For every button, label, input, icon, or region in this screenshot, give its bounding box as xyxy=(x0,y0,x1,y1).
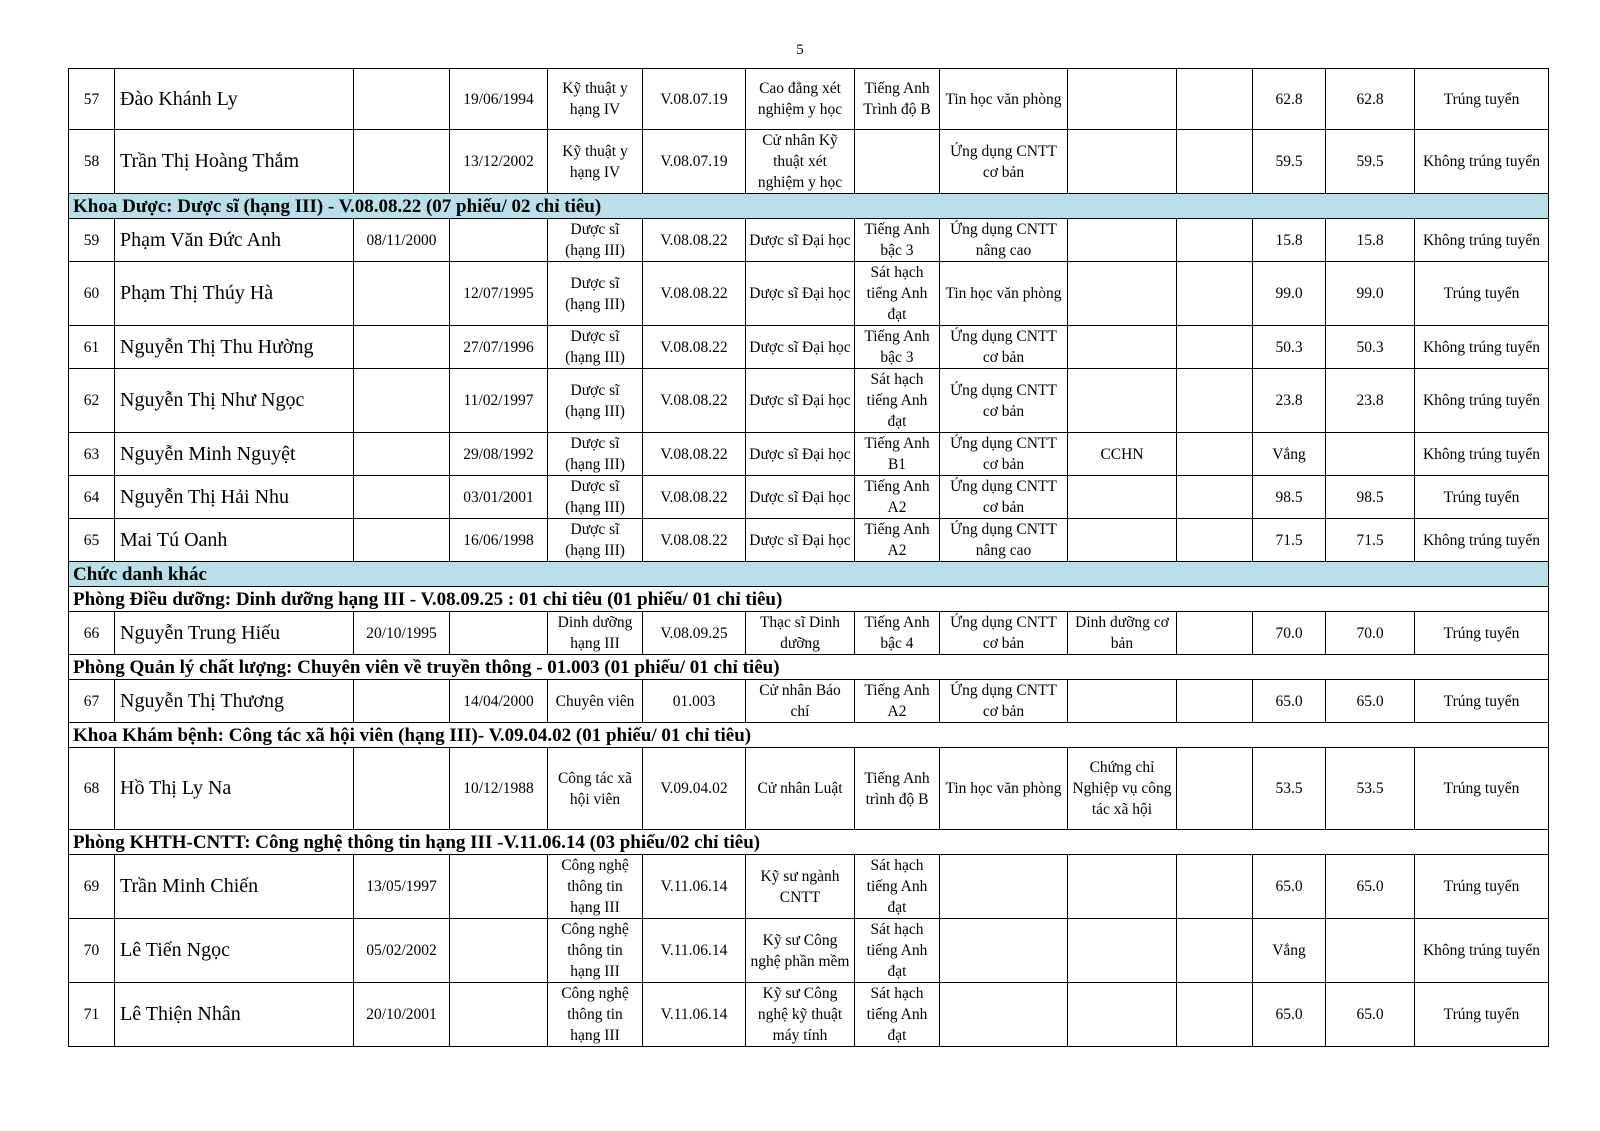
result-cell: Trúng tuyển xyxy=(1415,680,1549,723)
certificate-cell xyxy=(1068,262,1177,326)
it-skill-cell: Tin học văn phòng xyxy=(940,748,1068,830)
birth-date-female-cell: 27/07/1996 xyxy=(450,326,548,369)
birth-date-male-cell xyxy=(354,476,450,519)
table-row xyxy=(69,433,1549,476)
birth-date-female-cell xyxy=(450,612,548,655)
it-skill-cell: Tin học văn phòng xyxy=(940,262,1068,326)
degree-cell: Kỹ sư Công nghệ phần mềm xyxy=(746,919,855,983)
degree-cell: Dược sĩ Đại học xyxy=(746,369,855,433)
exam-score-cell: 53.5 xyxy=(1253,748,1326,830)
degree-cell: Dược sĩ Đại học xyxy=(746,326,855,369)
position-title-cell: Dược sĩ (hạng III) xyxy=(548,369,643,433)
it-skill-cell: Ứng dụng CNTT nâng cao xyxy=(940,519,1068,562)
total-score-cell xyxy=(1326,433,1415,476)
position-code-cell: V.11.06.14 xyxy=(643,983,746,1047)
birth-date-male-cell xyxy=(354,262,450,326)
position-code-cell: V.11.06.14 xyxy=(643,855,746,919)
position-title-cell: Công nghệ thông tin hạng III xyxy=(548,983,643,1047)
total-score-cell: 98.5 xyxy=(1326,476,1415,519)
total-score-cell: 99.0 xyxy=(1326,262,1415,326)
birth-date-female-cell: 13/12/2002 xyxy=(450,130,548,194)
position-title-cell: Kỹ thuật y hạng IV xyxy=(548,130,643,194)
result-cell: Không trúng tuyển xyxy=(1415,219,1549,262)
row-number-cell: 58 xyxy=(69,130,115,194)
priority-cell xyxy=(1177,326,1253,369)
certificate-cell xyxy=(1068,130,1177,194)
priority-cell xyxy=(1177,612,1253,655)
it-skill-cell: Ứng dụng CNTT cơ bản xyxy=(940,612,1068,655)
birth-date-female-cell xyxy=(450,855,548,919)
foreign-language-cell: Sát hạch tiếng Anh đạt xyxy=(855,369,940,433)
subsection-header-row xyxy=(69,655,1549,680)
foreign-language-cell: Tiếng Anh trình độ B xyxy=(855,748,940,830)
position-title-cell: Dinh dưỡng hạng III xyxy=(548,612,643,655)
total-score-cell: 62.8 xyxy=(1326,69,1415,130)
degree-cell: Kỹ sư Công nghệ kỹ thuật máy tính xyxy=(746,983,855,1047)
certificate-cell xyxy=(1068,855,1177,919)
certificate-cell xyxy=(1068,69,1177,130)
exam-score-cell: 65.0 xyxy=(1253,855,1326,919)
total-score-cell: 50.3 xyxy=(1326,326,1415,369)
certificate-cell xyxy=(1068,369,1177,433)
row-number-cell: 61 xyxy=(69,326,115,369)
exam-score-cell: 15.8 xyxy=(1253,219,1326,262)
position-title-cell: Dược sĩ (hạng III) xyxy=(548,219,643,262)
exam-score-cell: 65.0 xyxy=(1253,983,1326,1047)
priority-cell xyxy=(1177,680,1253,723)
certificate-cell: CCHN xyxy=(1068,433,1177,476)
foreign-language-cell: Tiếng Anh bậc 3 xyxy=(855,326,940,369)
table-row xyxy=(69,476,1549,519)
row-number-cell: 65 xyxy=(69,519,115,562)
it-skill-cell: Tin học văn phòng xyxy=(940,69,1068,130)
total-score-cell: 65.0 xyxy=(1326,680,1415,723)
total-score-cell: 65.0 xyxy=(1326,855,1415,919)
certificate-cell xyxy=(1068,519,1177,562)
candidate-name-cell: Trần Thị Hoàng Thắm xyxy=(115,130,354,194)
row-number-cell: 60 xyxy=(69,262,115,326)
degree-cell: Cử nhân Báo chí xyxy=(746,680,855,723)
position-title-cell: Công tác xã hội viên xyxy=(548,748,643,830)
total-score-cell: 59.5 xyxy=(1326,130,1415,194)
candidate-name-cell: Mai Tú Oanh xyxy=(115,519,354,562)
exam-score-cell: 65.0 xyxy=(1253,680,1326,723)
position-code-cell: V.09.04.02 xyxy=(643,748,746,830)
degree-cell: Cử nhân Kỹ thuật xét nghiệm y học xyxy=(746,130,855,194)
row-number-cell: 57 xyxy=(69,69,115,130)
exam-score-cell: 98.5 xyxy=(1253,476,1326,519)
results-table xyxy=(68,68,1549,1047)
birth-date-male-cell: 20/10/1995 xyxy=(354,612,450,655)
position-title-cell: Chuyên viên xyxy=(548,680,643,723)
result-cell: Trúng tuyển xyxy=(1415,476,1549,519)
result-cell: Không trúng tuyển xyxy=(1415,919,1549,983)
row-number-cell: 67 xyxy=(69,680,115,723)
position-code-cell: V.08.08.22 xyxy=(643,262,746,326)
position-code-cell: V.08.07.19 xyxy=(643,130,746,194)
birth-date-female-cell xyxy=(450,919,548,983)
row-number-cell: 64 xyxy=(69,476,115,519)
birth-date-male-cell xyxy=(354,369,450,433)
priority-cell xyxy=(1177,519,1253,562)
foreign-language-cell: Tiếng Anh Trình độ B xyxy=(855,69,940,130)
candidate-name-cell: Nguyễn Thị Thu Hường xyxy=(115,326,354,369)
birth-date-male-cell xyxy=(354,748,450,830)
birth-date-female-cell: 12/07/1995 xyxy=(450,262,548,326)
birth-date-male-cell: 13/05/1997 xyxy=(354,855,450,919)
certificate-cell: Chứng chỉ Nghiệp vụ công tác xã hội xyxy=(1068,748,1177,830)
exam-score-cell: 23.8 xyxy=(1253,369,1326,433)
candidate-name-cell: Nguyễn Thị Thương xyxy=(115,680,354,723)
table-row xyxy=(69,219,1549,262)
degree-cell: Cử nhân Luật xyxy=(746,748,855,830)
birth-date-female-cell: 14/04/2000 xyxy=(450,680,548,723)
candidate-name-cell: Hồ Thị Ly Na xyxy=(115,748,354,830)
table-row xyxy=(69,369,1549,433)
subsection-header-row xyxy=(69,830,1549,855)
total-score-cell: 65.0 xyxy=(1326,983,1415,1047)
result-cell: Không trúng tuyển xyxy=(1415,369,1549,433)
table-row xyxy=(69,612,1549,655)
exam-score-cell: 99.0 xyxy=(1253,262,1326,326)
exam-score-cell: 62.8 xyxy=(1253,69,1326,130)
foreign-language-cell xyxy=(855,130,940,194)
subsection-header-row xyxy=(69,723,1549,748)
birth-date-female-cell xyxy=(450,219,548,262)
subsection-title: Phòng KHTH-CNTT: Công nghệ thông tin hạng III -V.11.06.14 (03 phiếu/02 chỉ tiêu) xyxy=(69,830,1549,855)
row-number-cell: 66 xyxy=(69,612,115,655)
birth-date-male-cell: 20/10/2001 xyxy=(354,983,450,1047)
priority-cell xyxy=(1177,69,1253,130)
result-cell: Trúng tuyển xyxy=(1415,855,1549,919)
result-cell: Không trúng tuyển xyxy=(1415,130,1549,194)
table-row xyxy=(69,262,1549,326)
subsection-title: Phòng Điều dưỡng: Dinh dưỡng hạng III - V.08.09.25 : 01 chỉ tiêu (01 phiếu/ 01 chỉ tiêu) xyxy=(69,587,1549,612)
foreign-language-cell: Tiếng Anh bậc 3 xyxy=(855,219,940,262)
result-cell: Trúng tuyển xyxy=(1415,262,1549,326)
position-title-cell: Công nghệ thông tin hạng III xyxy=(548,919,643,983)
degree-cell: Dược sĩ Đại học xyxy=(746,262,855,326)
birth-date-female-cell xyxy=(450,983,548,1047)
subsection-header-row xyxy=(69,587,1549,612)
it-skill-cell: Ứng dụng CNTT cơ bản xyxy=(940,476,1068,519)
foreign-language-cell: Sát hạch tiếng Anh đạt xyxy=(855,983,940,1047)
degree-cell: Kỹ sư ngành CNTT xyxy=(746,855,855,919)
degree-cell: Dược sĩ Đại học xyxy=(746,519,855,562)
foreign-language-cell: Sát hạch tiếng Anh đạt xyxy=(855,855,940,919)
row-number-cell: 59 xyxy=(69,219,115,262)
foreign-language-cell: Tiếng Anh B1 xyxy=(855,433,940,476)
row-number-cell: 70 xyxy=(69,919,115,983)
row-number-cell: 68 xyxy=(69,748,115,830)
birth-date-female-cell: 03/01/2001 xyxy=(450,476,548,519)
subsection-title: Phòng Quản lý chất lượng: Chuyên viên về truyền thông - 01.003 (01 phiếu/ 01 chỉ tiêu) xyxy=(69,655,1549,680)
certificate-cell xyxy=(1068,983,1177,1047)
priority-cell xyxy=(1177,433,1253,476)
it-skill-cell xyxy=(940,919,1068,983)
birth-date-female-cell: 16/06/1998 xyxy=(450,519,548,562)
table-row xyxy=(69,326,1549,369)
candidate-name-cell: Nguyễn Thị Hải Nhu xyxy=(115,476,354,519)
candidate-name-cell: Lê Thiện Nhân xyxy=(115,983,354,1047)
birth-date-male-cell xyxy=(354,519,450,562)
position-title-cell: Dược sĩ (hạng III) xyxy=(548,326,643,369)
position-code-cell: 01.003 xyxy=(643,680,746,723)
certificate-cell xyxy=(1068,680,1177,723)
it-skill-cell: Ứng dụng CNTT cơ bản xyxy=(940,130,1068,194)
it-skill-cell: Ứng dụng CNTT cơ bản xyxy=(940,433,1068,476)
position-code-cell: V.08.08.22 xyxy=(643,433,746,476)
degree-cell: Dược sĩ Đại học xyxy=(746,433,855,476)
candidate-name-cell: Nguyễn Minh Nguyệt xyxy=(115,433,354,476)
birth-date-female-cell: 11/02/1997 xyxy=(450,369,548,433)
birth-date-male-cell xyxy=(354,433,450,476)
table-row xyxy=(69,983,1549,1047)
priority-cell xyxy=(1177,262,1253,326)
position-code-cell: V.08.08.22 xyxy=(643,476,746,519)
birth-date-female-cell: 29/08/1992 xyxy=(450,433,548,476)
degree-cell: Thạc sĩ Dinh dưỡng xyxy=(746,612,855,655)
position-title-cell: Dược sĩ (hạng III) xyxy=(548,519,643,562)
foreign-language-cell: Tiếng Anh A2 xyxy=(855,476,940,519)
position-code-cell: V.08.08.22 xyxy=(643,369,746,433)
certificate-cell xyxy=(1068,919,1177,983)
row-number-cell: 69 xyxy=(69,855,115,919)
total-score-cell xyxy=(1326,919,1415,983)
position-title-cell: Dược sĩ (hạng III) xyxy=(548,433,643,476)
exam-score-cell: 59.5 xyxy=(1253,130,1326,194)
result-cell: Trúng tuyển xyxy=(1415,69,1549,130)
page-number: 5 xyxy=(796,42,804,58)
exam-score-cell: 70.0 xyxy=(1253,612,1326,655)
position-code-cell: V.08.08.22 xyxy=(643,219,746,262)
degree-cell: Dược sĩ Đại học xyxy=(746,219,855,262)
candidate-name-cell: Nguyễn Trung Hiếu xyxy=(115,612,354,655)
table-row xyxy=(69,130,1549,194)
total-score-cell: 15.8 xyxy=(1326,219,1415,262)
priority-cell xyxy=(1177,476,1253,519)
birth-date-female-cell: 19/06/1994 xyxy=(450,69,548,130)
table-row xyxy=(69,519,1549,562)
result-cell: Không trúng tuyển xyxy=(1415,519,1549,562)
position-code-cell: V.08.09.25 xyxy=(643,612,746,655)
birth-date-male-cell xyxy=(354,130,450,194)
table-row xyxy=(69,748,1549,830)
position-title-cell: Dược sĩ (hạng III) xyxy=(548,476,643,519)
certificate-cell: Dinh dưỡng cơ bản xyxy=(1068,612,1177,655)
priority-cell xyxy=(1177,369,1253,433)
section-title: Chức danh khác xyxy=(69,562,1549,587)
total-score-cell: 71.5 xyxy=(1326,519,1415,562)
position-title-cell: Kỹ thuật y hạng IV xyxy=(548,69,643,130)
birth-date-male-cell xyxy=(354,69,450,130)
result-cell: Không trúng tuyển xyxy=(1415,326,1549,369)
it-skill-cell xyxy=(940,983,1068,1047)
table-row xyxy=(69,855,1549,919)
position-title-cell: Công nghệ thông tin hạng III xyxy=(548,855,643,919)
total-score-cell: 70.0 xyxy=(1326,612,1415,655)
table-row xyxy=(69,69,1549,130)
certificate-cell xyxy=(1068,476,1177,519)
position-code-cell: V.11.06.14 xyxy=(643,919,746,983)
exam-score-cell: Vắng xyxy=(1253,919,1326,983)
exam-score-cell: Vắng xyxy=(1253,433,1326,476)
result-cell: Trúng tuyển xyxy=(1415,612,1549,655)
priority-cell xyxy=(1177,748,1253,830)
certificate-cell xyxy=(1068,219,1177,262)
candidate-name-cell: Đào Khánh Ly xyxy=(115,69,354,130)
exam-score-cell: 50.3 xyxy=(1253,326,1326,369)
position-code-cell: V.08.07.19 xyxy=(643,69,746,130)
birth-date-male-cell: 05/02/2002 xyxy=(354,919,450,983)
section-title: Khoa Dược: Dược sĩ (hạng III) - V.08.08.22 (07 phiếu/ 02 chỉ tiêu) xyxy=(69,194,1549,219)
it-skill-cell: Ứng dụng CNTT nâng cao xyxy=(940,219,1068,262)
position-code-cell: V.08.08.22 xyxy=(643,519,746,562)
candidate-name-cell: Nguyễn Thị Như Ngọc xyxy=(115,369,354,433)
row-number-cell: 63 xyxy=(69,433,115,476)
birth-date-male-cell: 08/11/2000 xyxy=(354,219,450,262)
result-cell: Không trúng tuyển xyxy=(1415,433,1549,476)
foreign-language-cell: Sát hạch tiếng Anh đạt xyxy=(855,262,940,326)
row-number-cell: 71 xyxy=(69,983,115,1047)
candidate-name-cell: Phạm Thị Thúy Hà xyxy=(115,262,354,326)
foreign-language-cell: Tiếng Anh bậc 4 xyxy=(855,612,940,655)
result-cell: Trúng tuyển xyxy=(1415,748,1549,830)
position-code-cell: V.08.08.22 xyxy=(643,326,746,369)
total-score-cell: 23.8 xyxy=(1326,369,1415,433)
priority-cell xyxy=(1177,855,1253,919)
birth-date-male-cell xyxy=(354,326,450,369)
table-row xyxy=(69,919,1549,983)
foreign-language-cell: Tiếng Anh A2 xyxy=(855,519,940,562)
total-score-cell: 53.5 xyxy=(1326,748,1415,830)
priority-cell xyxy=(1177,919,1253,983)
result-cell: Trúng tuyển xyxy=(1415,983,1549,1047)
priority-cell xyxy=(1177,219,1253,262)
priority-cell xyxy=(1177,983,1253,1047)
it-skill-cell: Ứng dụng CNTT cơ bản xyxy=(940,369,1068,433)
certificate-cell xyxy=(1068,326,1177,369)
it-skill-cell: Ứng dụng CNTT cơ bản xyxy=(940,326,1068,369)
position-title-cell: Dược sĩ (hạng III) xyxy=(548,262,643,326)
candidate-name-cell: Phạm Văn Đức Anh xyxy=(115,219,354,262)
foreign-language-cell: Tiếng Anh A2 xyxy=(855,680,940,723)
it-skill-cell xyxy=(940,855,1068,919)
section-header-row xyxy=(69,194,1549,219)
birth-date-male-cell xyxy=(354,680,450,723)
birth-date-female-cell: 10/12/1988 xyxy=(450,748,548,830)
candidate-name-cell: Trần Minh Chiến xyxy=(115,855,354,919)
row-number-cell: 62 xyxy=(69,369,115,433)
section-header-row xyxy=(69,562,1549,587)
priority-cell xyxy=(1177,130,1253,194)
candidate-name-cell: Lê Tiến Ngọc xyxy=(115,919,354,983)
subsection-title: Khoa Khám bệnh: Công tác xã hội viên (hạng III)- V.09.04.02 (01 phiếu/ 01 chỉ tiêu) xyxy=(69,723,1549,748)
table-row xyxy=(69,680,1549,723)
exam-score-cell: 71.5 xyxy=(1253,519,1326,562)
degree-cell: Cao đẳng xét nghiệm y học xyxy=(746,69,855,130)
foreign-language-cell: Sát hạch tiếng Anh đạt xyxy=(855,919,940,983)
it-skill-cell: Ứng dụng CNTT cơ bản xyxy=(940,680,1068,723)
degree-cell: Dược sĩ Đại học xyxy=(746,476,855,519)
